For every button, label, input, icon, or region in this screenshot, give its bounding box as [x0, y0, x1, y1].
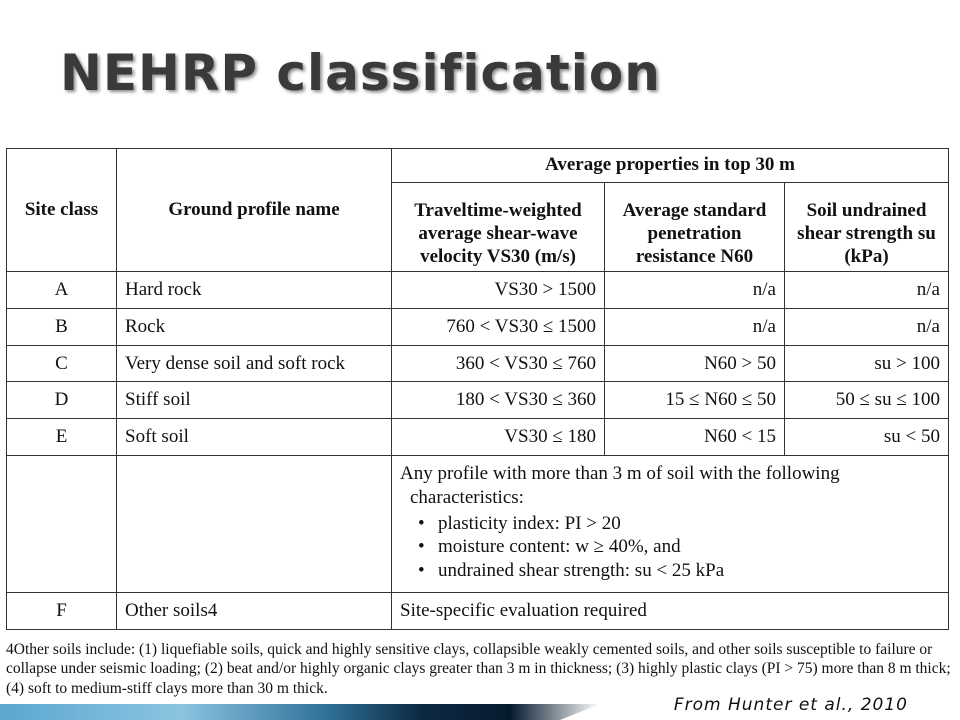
vs30-cell: VS30 ≤ 180: [392, 419, 605, 456]
profile-name-cell: Hard rock: [117, 271, 392, 308]
header-vs30: Traveltime-weighted average shear-wave velocity VS30 (m/s): [392, 182, 605, 271]
n60-cell: n/a: [605, 308, 785, 345]
header-site-class: Site class: [7, 149, 117, 272]
vs30-cell: 360 < VS30 ≤ 760: [392, 345, 605, 382]
list-item: • plasticity index: PI > 20: [438, 512, 940, 536]
table-row-e-profile: [7, 456, 949, 593]
n60-cell: n/a: [605, 271, 785, 308]
su-cell: n/a: [785, 308, 949, 345]
e-profile-intro-2: characteristics:: [410, 486, 524, 508]
vs30-cell: VS30 > 1500: [392, 271, 605, 308]
header-n60: Average standard penetration resistance N60: [605, 182, 785, 271]
vs30-cell: 760 < VS30 ≤ 1500: [392, 308, 605, 345]
su-cell: 50 ≤ su ≤ 100: [785, 382, 949, 419]
table-row: [7, 345, 949, 382]
profile-name-cell: Other soils4: [117, 593, 392, 630]
table-row: [7, 419, 949, 456]
site-class-cell: A: [7, 271, 117, 308]
decorative-bottom-bar: [0, 704, 600, 720]
table-row: [7, 271, 949, 308]
profile-name-cell: Very dense soil and soft rock: [117, 345, 392, 382]
header-ground-profile: Ground profile name: [117, 149, 392, 272]
site-class-cell: C: [7, 345, 117, 382]
empty-cell: [117, 456, 392, 593]
su-cell: su > 100: [785, 345, 949, 382]
list-item: • undrained shear strength: su < 25 kPa: [438, 559, 940, 583]
e-profile-bullets: [400, 512, 940, 583]
profile-name-cell: Stiff soil: [117, 382, 392, 419]
header-average-properties: Average properties in top 30 m: [392, 149, 949, 183]
site-class-cell: E: [7, 419, 117, 456]
list-item: • moisture content: w ≥ 40%, and: [438, 535, 940, 559]
nehrp-table: [6, 148, 949, 630]
e-profile-intro: Any profile with more than 3 m of soil with the following: [400, 463, 840, 485]
vs30-cell: 180 < VS30 ≤ 360: [392, 382, 605, 419]
profile-name-cell: Rock: [117, 308, 392, 345]
footnote: 4Other soils include: (1) liquefiable soils, quick and highly sensitive clays, collapsible weakly cemented soils, and other soils susceptible to failure or collapse under seismic loading; (2) beat and/or highly organic clays greater than 3 m in thickness; (3) highly plastic clays (PI > 75) more than 8 m thick; (4) soft to medium-stiff clays more than 30 m thick.: [6, 641, 951, 697]
site-specific-cell: Site-specific evaluation required: [392, 593, 949, 630]
site-class-cell: D: [7, 382, 117, 419]
table-row-f: [7, 593, 949, 630]
source-credit: From Hunter et al., 2010: [673, 695, 908, 715]
table-row: [7, 382, 949, 419]
site-class-cell: F: [7, 593, 117, 630]
n60-cell: N60 > 50: [605, 345, 785, 382]
table-row: [7, 308, 949, 345]
su-cell: su < 50: [785, 419, 949, 456]
su-cell: n/a: [785, 271, 949, 308]
site-class-cell: B: [7, 308, 117, 345]
slide-title: NEHRP classification: [60, 44, 661, 102]
header-su: Soil undrained shear strength su (kPa): [785, 182, 949, 271]
n60-cell: 15 ≤ N60 ≤ 50: [605, 382, 785, 419]
profile-name-cell: Soft soil: [117, 419, 392, 456]
n60-cell: N60 < 15: [605, 419, 785, 456]
empty-cell: [7, 456, 117, 593]
e-profile-description: [392, 456, 949, 593]
header-row-group: [7, 149, 949, 183]
